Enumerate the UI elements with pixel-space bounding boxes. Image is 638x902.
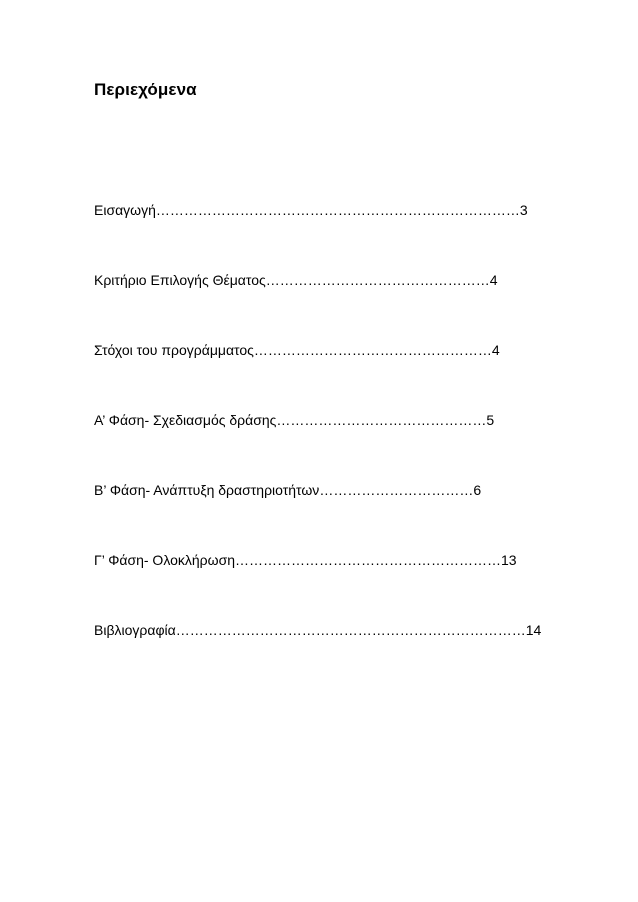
toc-entry-label: Γ’ Φάση- Ολοκλήρωση bbox=[94, 552, 236, 568]
toc-entry-label: Εισαγωγή bbox=[94, 202, 156, 218]
toc-entry-page-number: 5 bbox=[486, 412, 495, 428]
toc-entry bbox=[94, 201, 528, 219]
toc-entry-page-number: 13 bbox=[501, 552, 517, 568]
toc-entry-page-number: 3 bbox=[519, 202, 528, 218]
toc-entry bbox=[94, 551, 517, 569]
toc-entry-leader: ………………………………………………… bbox=[235, 552, 502, 568]
toc-entry-leader: ……………………………………… bbox=[276, 412, 487, 428]
toc-entry-page-number: 14 bbox=[525, 622, 542, 638]
toc-entry-page-number: 4 bbox=[491, 342, 500, 358]
toc-entry-leader: …………………………… bbox=[319, 482, 474, 498]
toc-entry bbox=[94, 621, 541, 639]
toc-entry-leader: ………………………………………………………………… bbox=[175, 622, 526, 638]
page-title: Περιεχόμενα bbox=[94, 80, 197, 99]
toc-entry-leader: …………………………………………………………………… bbox=[155, 202, 520, 218]
toc-entry-page-number: 4 bbox=[489, 272, 498, 288]
toc-entry-label: Στόχοι του προγράμματος bbox=[94, 342, 254, 358]
toc-entry-leader: …………………………………………… bbox=[253, 342, 492, 358]
toc-entry-label: Κριτήριο Επιλογής Θέματος bbox=[94, 272, 266, 288]
toc-entry-label: Β’ Φάση- Ανάπτυξη δραστηριοτήτων bbox=[94, 482, 320, 498]
toc-entry-label: Α’ Φάση- Σχεδιασμός δράσης bbox=[94, 412, 277, 428]
toc-entry bbox=[94, 481, 481, 499]
toc-entry-label: Βιβλιογραφία bbox=[94, 622, 176, 638]
toc-entry bbox=[94, 341, 500, 359]
toc-entry bbox=[94, 411, 494, 429]
toc-entry bbox=[94, 271, 498, 289]
toc-entry-page-number: 6 bbox=[473, 482, 482, 498]
toc-entry-leader: ………………………………………… bbox=[265, 272, 490, 288]
